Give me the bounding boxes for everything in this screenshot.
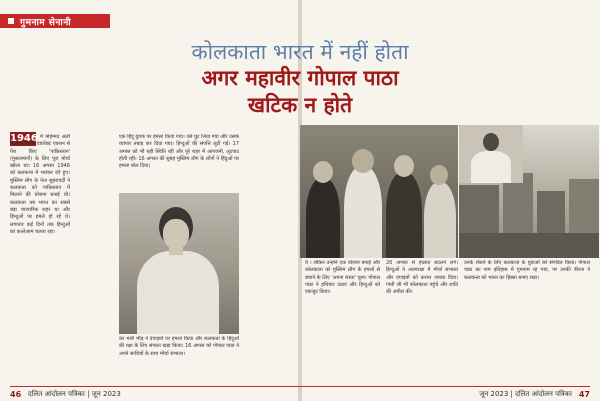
- section-label: गुमनाम सेनानी: [20, 18, 72, 28]
- headline-line-3: खटिक न होते: [247, 93, 353, 117]
- left-column-1: में मोहम्मद अली जिन्ना ने अपने डायरेक्ट एक्शन से पेश किए 'पाकिस्तान' (मुसलमानों) के लिए पूरा मोर्चा खोला था। 16 अगस्त 1946 को कलकत्ता में भयंकर दंगे हुए। मुस्लिम लीग के नेता सुहरावर्दी ने कलकत्ता को पाकिस्तान में मिलाने की योजना बनाई थी। कलकत्ता तब भारत का सबसे बड़ा व्यापारिक शहर था और हिन्दुओं पर हमले हो रहे थे। लगातार कई दिनों तक हिन्दुओं का कत्लेआम चलता रहा।: [10, 134, 70, 235]
- footer-rule: [10, 386, 590, 387]
- right-page-number: 47: [578, 390, 590, 399]
- right-column-3: उनके रोकने के लिए कलकत्ता के युवाओं को संगठित किया। गोपाल पाठा का नाम इतिहास में गुमनाम रह गया, पर उनकी वीरता ने कलकत्ता को भारत का हिस्सा बनाए रखा।: [464, 260, 590, 281]
- left-column-2: एक हिंदू युवक पर हमला किया गया। उसे घुट लिया गया और उसके व्यापार तबाह कर दिया गया। हिन्दुओं की संपत्ति लूटी गई। 17 अगस्त को भी यही स्थिति रही और पूरे शहर में आगजनी, लूटपाट होती रही। 16 अगस्त की सुबह मुस्लिम लीग के लोगों ने हिंदुओं पर हमला बोल दिया।: [119, 134, 239, 170]
- right-column-1: ये । लेकिन उन्होंने एक योजना बनाई और कोलकाता को मुस्लिम लीग के हमलों से बचाने के लिए 'अपना रास्ता' चुना। गोपाल पाठा ने हथियार उठाए और हिन्दुओं को एकजुट किया।: [305, 260, 380, 296]
- left-column-3: का भारी भीड़ ने दंगाइयों पर हमला किया और कलकत्ता के हिंदुओं की रक्षा के लिए संगठन खड़ा किया। 16 अगस्त को गोपाल पाठा ने अपने साथियों के साथ मोर्चा संभाला।: [119, 336, 239, 357]
- year-highlight: 1946: [10, 133, 38, 144]
- portrait-photo: [119, 193, 239, 334]
- section-square-icon: [8, 18, 14, 24]
- left-footer-title: दलित आंदोलन पत्रिका | जून 2023: [28, 390, 121, 398]
- gandhi-photo: [459, 125, 523, 183]
- headline-line-2: अगर महावीर गोपाल पाठा: [201, 66, 399, 90]
- headline-line-1: कोलकाता भारत में नहीं होता: [191, 40, 409, 64]
- group-photo: [300, 125, 458, 258]
- left-page-number: 46: [10, 390, 22, 399]
- right-footer-title: जून 2023 | दलित आंदोलन पत्रिका: [479, 390, 572, 398]
- right-column-2: 20 अगस्त से हालात बदलने लगे। हिन्दुओं ने आत्मरक्षा में मोर्चा संभाला और दंगाइयों को करारा जवाब दिया। गांधी जी भी कोलकाता पहुंचे और शांति की अपील की।: [386, 260, 458, 296]
